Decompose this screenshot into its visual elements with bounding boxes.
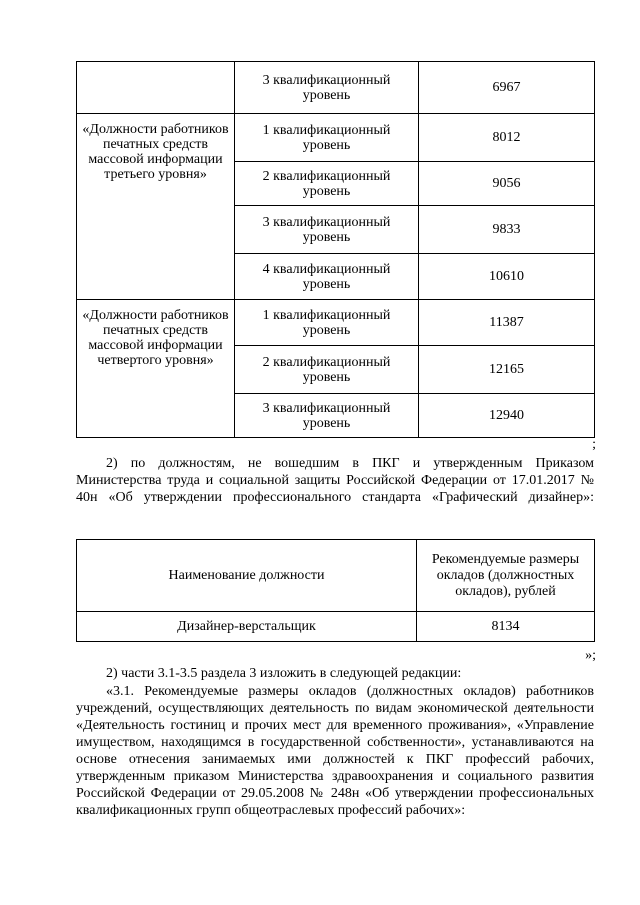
- value-cell: 9833: [419, 206, 595, 254]
- salary-table-designer: [76, 539, 595, 642]
- group-cell: [77, 62, 235, 114]
- table-row: [77, 300, 595, 346]
- level-cell: 3 квалификационный уровень: [235, 62, 419, 114]
- paragraph-pkg-graphic-designer: 2) по должностям, не вошедшим в ПКГ и утвержденным Приказом Министерства труда и социальной защиты Российской Федерации от 17.01.2017 № 40н «Об утверждении профессионального стандарта «Графический дизайнер»:: [76, 456, 594, 505]
- level-cell: 1 квалификационный уровень: [235, 114, 419, 162]
- value-cell: 6967: [419, 62, 595, 114]
- table-row: [77, 114, 595, 162]
- level-cell: 4 квалификационный уровень: [235, 254, 419, 300]
- salary-cell: 8134: [417, 612, 595, 642]
- salary-table-levels: [76, 61, 595, 438]
- paragraph-section-3-1: «3.1. Рекомендуемые размеры окладов (должностных окладов) работников учреждений, осуществляющих деятельность по видам экономической деятельности «Деятельность гостиниц и прочих мест для временного проживания», «Управление имуществом, находящимся в государственной собственности», устанавливаются на основе отнесения занимаемых ими должностей к ПКГ профессий рабочих, утвержденным приказом Министерства здравоохранения и социального развития Российской Федерации от 29.05.2008 № 248н «Об утверждении профессиональных квалификационных групп общеотраслевых профессий рабочих»:: [76, 684, 594, 818]
- header-salary: Рекомендуемые размеры окладов (должностных окладов), рублей: [417, 540, 595, 612]
- header-position-name: Наименование должности: [77, 540, 417, 612]
- level-cell: 2 квалификационный уровень: [235, 162, 419, 206]
- value-cell: 10610: [419, 254, 595, 300]
- value-cell: 9056: [419, 162, 595, 206]
- level-cell: 1 квалификационный уровень: [235, 300, 419, 346]
- group-cell: «Должности работников печатных средств массовой информации третьего уровня»: [77, 114, 235, 300]
- value-cell: 12940: [419, 394, 595, 438]
- table1-end-mark: ;: [592, 437, 596, 452]
- level-cell: 3 квалификационный уровень: [235, 206, 419, 254]
- table-row: [77, 62, 595, 114]
- level-cell: 3 квалификационный уровень: [235, 394, 419, 438]
- value-cell: 8012: [419, 114, 595, 162]
- level-cell: 2 квалификационный уровень: [235, 346, 419, 394]
- paragraph-section-change: 2) части 3.1-3.5 раздела 3 изложить в следующей редакции:: [106, 666, 462, 681]
- table-header-row: [77, 540, 595, 612]
- value-cell: 11387: [419, 300, 595, 346]
- table2-end-mark: »;: [585, 648, 596, 663]
- position-name-cell: Дизайнер-верстальщик: [77, 612, 417, 642]
- table-row: [77, 612, 595, 642]
- value-cell: 12165: [419, 346, 595, 394]
- group-cell: «Должности работников печатных средств массовой информации четвертого уровня»: [77, 300, 235, 438]
